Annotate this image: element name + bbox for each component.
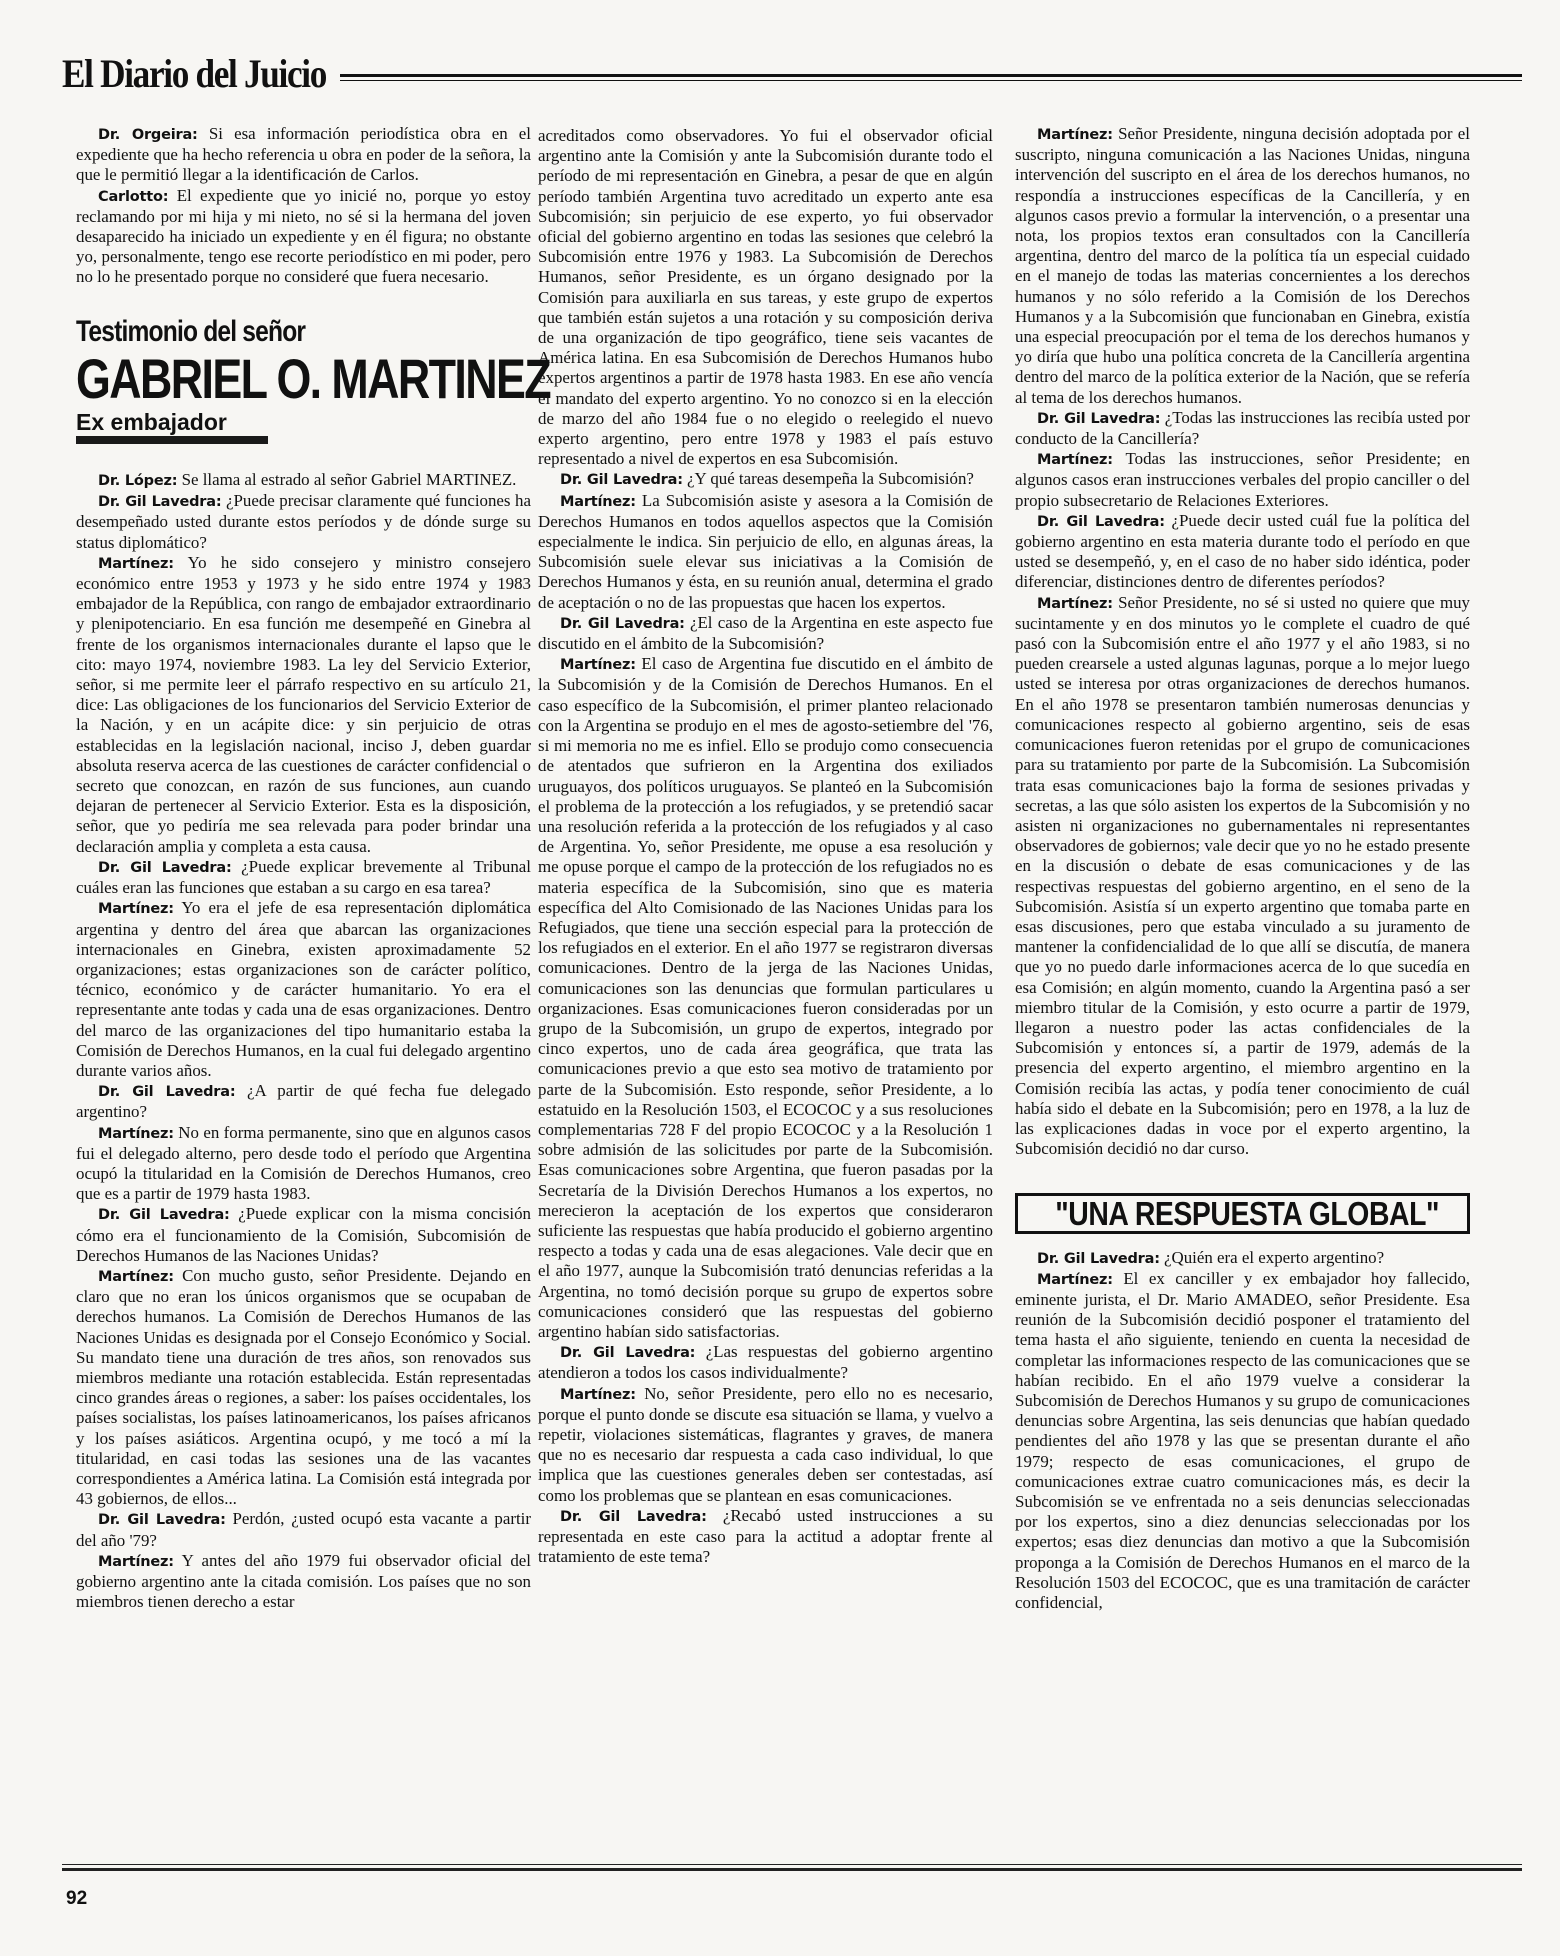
paragraph bbox=[76, 857, 531, 898]
paragraph bbox=[538, 1342, 993, 1383]
masthead-rule bbox=[340, 74, 1522, 77]
section-heading: "UNA RESPUESTA GLOBAL" bbox=[1055, 1195, 1440, 1233]
paragraph-text: ¿Todas las instrucciones las recibía usted por conducto de la Cancillería? bbox=[1015, 407, 1470, 449]
speaker-label: Dr. Gil Lavedra: bbox=[98, 1512, 226, 1529]
paragraph bbox=[76, 1551, 531, 1613]
paragraph bbox=[538, 1384, 993, 1506]
paragraph-text: No en forma permanente, sino que en algunos casos fui el delegado alterno, pero desde todo el período que Argentina ocupó la titularidad en la Comisión de Derechos Humanos, creo que es a partir de 1979 hasta 1983. bbox=[76, 1122, 531, 1204]
speaker-label: Dr. Gil Lavedra: bbox=[560, 1345, 696, 1362]
paragraph-text: ¿Recabó usted instrucciones a su representada en este caso para la actitud a adoptar frente al tratamiento de este tema? bbox=[538, 1505, 993, 1567]
speaker-label: Dr. Gil Lavedra: bbox=[98, 1207, 230, 1224]
testimony-heading: Testimonio del señor bbox=[76, 314, 306, 348]
paragraph-text: No, señor Presidente, pero ello no es necesario, porque el punto donde se discute esa situación se llama, y vuelvo a repetir, violaciones sistemáticas, flagrantes y graves, de manera que no es necesario dar respuesta a cada caso individual, lo que implica que las cuestiones generales deben ser contestadas, así como los problemas que se plantean en esas comunicaciones. bbox=[538, 1383, 993, 1505]
speaker-label: Martínez: bbox=[560, 657, 636, 674]
paragraph-text: El caso de Argentina fue discutido en el ámbito de la Subcomisión y de la Comisión de Derechos Humanos. En el caso específico de la Subcomisión, el primer planteo relacionado con la Argentina se produjo en el mes de agosto-setiembre del '76, si mi memoria no me es infiel. Ello se produjo como consecuencia de atentados que sufrieron en la Argentina dos exiliados uruguayos, dos políticos uruguayos. Se planteó en la Subcomisión el problema de la protección a los refugiados, y se pretendió sacar una resolución referida a la protección de los refugiados y al caso de Argentina. Yo, señor Presidente, me opuse a esa resolución y me opuse porque el campo de la protección de los refugiados no es materia específica de la Subcomisión, sino que es materia específica del Alto Comisionado de las Naciones Unidas para los Refugiados, que tiene una sección especial para la protección de los refugiados en el exterior. En el año 1977 se registraron diversas comunicaciones. Dentro de la jerga de las Naciones Unidas, comunicaciones son las denuncias que formulan particulares u organizaciones. Esas comunicaciones fueron consideradas por un grupo de la Subcomisión, un grupo de expertos, integrado por cinco expertos, uno de cada área geográfica, que trata las comunicaciones previo a que esto sea motivo de tratamiento por parte de la Subcomisión. Esto responde, señor Presidente, a lo estatuido en la Resolución 1503, el ECOCOC y a sus resoluciones complementarias 728 F del propio ECOCOC y a la Resolución 1 sobre admisión de las solicitudes por parte de la Subcomisión. Esas comunicaciones sobre Argentina, que fueron pasadas por la Secretaría de la División Derechos Humanos a los expertos, no merecieron la aceptación de los expertos que consideraron suficiente las respuestas que había producido el gobierno argentino respecto a todas y cada una de esas alegaciones. Vale decir que en el año 1977, aunque la Subcomisión trató denuncias referidas a la Argentina, no tomó decisión porque su grupo de expertos sobre comunicaciones consideró que las respuestas del gobierno argentino habían sido satisfactorias. bbox=[538, 654, 993, 1341]
paragraph bbox=[76, 124, 531, 186]
column-1 bbox=[76, 124, 551, 1612]
footer-rule-thick bbox=[62, 1868, 1522, 1871]
paragraph-text: Señor Presidente, ninguna decisión adoptada por el suscripto, ninguna comunicación a las Naciones Unidas, ninguna intervención del suscripto en el área de los derechos humanos, no respondía a instrucciones específicas de la Cancillería, y en algunos casos previo a formular la intervención, o a presentar una nota, los propios textos eran consultados con la Cancillería argentina, dentro del marco de la política tía un especial cuidado en el manejo de todas las materias concernientes a los derechos humanos y no sólo referido a la Comisión de los Derechos Humanos y a la Subcomisión que funcionaban en Ginebra, existía una especial preocupación por el tema de los derechos humanos y yo diría que hubo una política concreta de la Cancillería argentina dentro del marco de la política exterior de la Nación, que se refería al tema de los derechos humanos. bbox=[1015, 124, 1470, 407]
paragraph bbox=[1015, 1269, 1470, 1613]
paragraph bbox=[1015, 511, 1470, 593]
column-2 bbox=[538, 126, 993, 1567]
paragraph bbox=[538, 1506, 993, 1568]
speaker-label: Dr. Gil Lavedra: bbox=[560, 615, 685, 632]
paragraph bbox=[538, 469, 993, 490]
paragraph-text: ¿Y qué tareas desempeña la Subcomisión? bbox=[687, 469, 974, 489]
speaker-label: Martínez: bbox=[1037, 452, 1113, 469]
paragraph bbox=[1015, 449, 1470, 511]
speaker-label: Dr. Gil Lavedra: bbox=[1037, 513, 1165, 530]
paragraph bbox=[538, 613, 993, 654]
speaker-label: Martínez: bbox=[98, 1268, 174, 1285]
paragraph bbox=[1015, 1248, 1470, 1269]
witness-name: GABRIEL O. MARTINEZ bbox=[76, 346, 551, 410]
paragraph bbox=[1015, 124, 1470, 408]
speaker-label: Martínez: bbox=[1037, 1271, 1113, 1288]
masthead-rule-thin bbox=[340, 80, 1522, 81]
paragraph-text: ¿Puede explicar brevemente al Tribunal cuáles eran las funciones que estaban a su cargo en esa tarea? bbox=[76, 856, 531, 898]
paragraph bbox=[1015, 408, 1470, 449]
speaker-label: Dr. Gil Lavedra: bbox=[560, 472, 683, 489]
paragraph-text: El expediente que yo inicié no, porque yo estoy reclamando por mi hija y mi nieto, no sé si la hermana del joven desaparecido ha iniciado un expediente y en él figura; no obstante yo, personalmente, tengo ese recorte periodístico en mi poder, pero no lo he presentado porque no consideré que fuera necesario. bbox=[76, 185, 531, 287]
witness-role: Ex embajador bbox=[76, 408, 227, 435]
paragraph-text: ¿Las respuestas del gobierno argentino atendieron a todos los casos individualmente? bbox=[538, 1342, 993, 1383]
speaker-label: Dr. Gil Lavedra: bbox=[1037, 1250, 1160, 1267]
speaker-label: Martínez: bbox=[98, 1125, 174, 1142]
paragraph bbox=[76, 491, 531, 553]
paragraph-text: acreditados como observadores. Yo fui el observador oficial argentino ante la Comisión y ante la Subcomisión durante todo el período de mi representación en Ginebra, a pesar de que en algún período también Argentina tuvo acreditado un experto ante esa Subcomisión; sin perjuicio de ese experto, yo fui observador oficial del gobierno argentino en todas las sesiones que celebró la Subcomisión entre 1976 y 1983. La Subcomisión de Derechos Humanos, señor Presidente, es un órgano designado por la Comisión para auxiliarla en sus tareas, y este grupo de expertos que también están sujetos a una rotación y su composición deriva de una organización de tipo geográfico, tiene seis vacantes de América latina. En esa Subcomisión de Derechos Humanos hubo expertos argentinos a partir de 1978 hasta 1983. En ese año vencía el mandato del experto argentino. Yo no conozco si en la elección de marzo del año 1984 fue o no elegido o reelegido el nuevo experto argentino, pero entre 1978 y 1983 el país estuvo representado a nivel de expertos en esa Subcomisión. bbox=[538, 126, 993, 469]
paragraph-text: ¿Puede explicar con la misma concisión cómo era el funcionamiento de la Comisión, Subcomisión de Derechos Humanos de las Naciones Unidas? bbox=[76, 1204, 531, 1265]
speaker-label: Martínez: bbox=[560, 493, 636, 510]
speaker-label: Martínez: bbox=[98, 1553, 174, 1570]
paragraph-text: ¿Puede decir usted cuál fue la política del gobierno argentino en esta materia durante todo el período en que usted se desempeñó, y, en el caso de no haber sido idéntica, poder diferenciar, distinciones dentro de diferentes períodos? bbox=[1015, 510, 1470, 592]
paragraph-text: Con mucho gusto, señor Presidente. Dejando en claro que no eran los únicos organismos que se ocupaban de derechos humanos. La Comisión de Derechos Humanos de las Naciones Unidas es designada por el Consejo Económico y Social. Su mandato tiene una duración de tres años, son renovados sus miembros mediante una rotación establecida. Están representadas cinco grandes áreas o regiones, a saber: los países occidentales, los países socialistas, los países latinoamericanos, los países africanos y los países asiáticos. Argentina ocupó, y me tocó a mí la titularidad, en casi todas las sesiones una de las vacantes correspondientes a América latina. La Comisión está integrada por 43 gobiernos, de ellos... bbox=[76, 1265, 531, 1509]
speaker-label: Martínez: bbox=[98, 555, 174, 572]
paragraph bbox=[538, 654, 993, 1342]
paragraph-text: Y antes del año 1979 fui observador oficial del gobierno argentino ante la citada comisión. Los países que no son miembros tienen derecho a estar bbox=[76, 1550, 531, 1612]
paragraph-text: ¿A partir de qué fecha fue delegado argentino? bbox=[76, 1081, 531, 1122]
paragraph-text: ¿El caso de la Argentina en este aspecto fue discutido en el ámbito de la Subcomisión? bbox=[538, 612, 993, 654]
paragraph bbox=[1015, 593, 1470, 1160]
speaker-label: Dr. Gil Lavedra: bbox=[98, 1084, 236, 1101]
paragraph-text: ¿Quién era el experto argentino? bbox=[1164, 1247, 1385, 1267]
page-number: 92 bbox=[66, 1888, 88, 1909]
paragraph-text: Perdón, ¿usted ocupó esta vacante a partir del año '79? bbox=[76, 1509, 531, 1550]
speaker-label: Martínez: bbox=[1037, 127, 1113, 143]
speaker-label: Dr. Gil Lavedra: bbox=[98, 494, 222, 511]
speaker-label: Dr. Gil Lavedra: bbox=[560, 1508, 707, 1525]
paragraph bbox=[76, 1266, 531, 1509]
paragraph bbox=[76, 1081, 531, 1122]
paragraph-text: Yo era el jefe de esa representación diplomática argentina y dentro del área que abarcan las organizaciones internacionales en Ginebra, existen aproximadamente 52 organizaciones; estas organizaciones son de carácter político, técnico, económico y de carácter humanitario. Yo era el representante ante todas y cada una de esas organizaciones. Dentro del marco de las organizaciones del tipo humanitario estaba la Comisión de Derechos Humanos, en la cual fui delegado argentino durante varios años. bbox=[76, 898, 531, 1080]
paragraph-text: Señor Presidente, no sé si usted no quiere que muy sucintamente y en dos minutos yo le complete el cuadro de qué pasó con la Subcomisión entre el año 1977 y el año 1983, si no pueden crearsele a usted algunas lagunas, porque a lo mejor luego usted se interesa por otras organizaciones de derechos humanos. En el año 1978 se presentaron también numerosas denuncias y comunicaciones respecto al gobierno argentino, seis de esas comunicaciones fueron retenidas por el grupo de comunicaciones para su tratamiento por parte de la Subcomisión. La Subcomisión trata esas comunicaciones bajo la forma de sesiones privadas y secretas, a las que sólo asisten los expertos de la Subcomisión y no asisten ni organizaciones no gubernamentales ni representantes observadores de gobiernos; vale decir que yo no he estado presente en la discusión o debate de esas comunicaciones y de las respectivas respuestas del gobierno argentino, en el seno de la Subcomisión. Asistía sí un experto argentino que tomaba parte en esas discusiones, pero que estaba vinculado a su juramento de mantener la confidencialidad de lo que allí se discutía, de manera que yo no puedo darle informaciones acerca de lo que sucedía en esa Comisión; en algún momento, cuando la Argentina pasó a ser miembro titular de la Comisión, y esto ocurre a partir de 1979, llegaron a nuestro poder las actas confidenciales de la Subcomisión y entonces sí, a partir de 1979, además de la presencia del experto argentino, el miembro argentino en la Comisión recibía las actas, y podía tener conocimiento de cuál había sido el debate en la Subcomisión; pero en 1978, a la luz de las explicaciones dadas in voce por el experto argentino, la Subcomisión decidió no dar curso. bbox=[1015, 592, 1470, 1159]
speaker-label: Dr. López: bbox=[98, 473, 178, 490]
paragraph-text: Yo he sido consejero y ministro consejero económico entre 1953 y 1973 y he sido entre 1974 y 1983 embajador de la República, con rango de embajador extraordinario y plenipotenciario. En esa función me desempeñé en Ginebra al frente de los organismos internacionales durante el lapso que le cito: mayo 1974, noviembre 1983. La ley del Servicio Exterior, señor, si me permite leer el párrafo respectivo en su artículo 21, dice: Las obligaciones de los funcionarios del Servicio Exterior de la Nación, y en un acápite dice: y sin perjuicio de otras establecidas en la legislación nacional, inciso J, deben guardar absoluta reserva acerca de las cuestiones de carácter confidencial o secreto que conozcan, en razón de sus funciones, aun cuando dejaran de pertenecer al Servicio Exterior. Esta es la disposición, señor, que yo pediría me sea relevada para poder brindar una declaración amplia y completa a esta causa. bbox=[76, 552, 531, 856]
paragraph bbox=[76, 1204, 531, 1266]
paragraph-text: Si esa información periodística obra en el expediente que ha hecho referencia u obra en poder de la señora, la que le permitió llegar a la identificación de Carlos. bbox=[76, 124, 531, 185]
speaker-label: Dr. Gil Lavedra: bbox=[98, 859, 232, 876]
speaker-label: Martínez: bbox=[560, 1386, 636, 1403]
paragraph-text: El ex canciller y ex embajador hoy fallecido, eminente jurista, el Dr. Mario AMADEO, señor Presidente. Esa reunión de la Subcomisión decidió posponer el tratamiento del tema hasta el año siguiente, teniendo en cuenta la necesidad de completar las informaciones respecto de las comunicaciones que se habían recibido. En el año 1979 vuelve a considerar la Subcomisión de Derechos Humanos y su grupo de comunicaciones denuncias sobre Argentina, las seis denuncias que habían quedado pendientes del año 1978 y las que se presentan durante el año 1979; respecto de esas comunicaciones, el grupo de comunicaciones extrae cuatro comunicaciones más, es decir la Subcomisión se ve enfrentada no a seis denuncias seleccionadas por los expertos, sino a diez denuncias seleccionadas por los expertos; esas diez denuncias dan motivo a que la Subcomisión proponga a la Comisión de Derechos Humanos en el marco de la Resolución 1503 del ECOCOC, que es una tramitación de carácter confidencial, bbox=[1015, 1268, 1470, 1613]
paragraph-text: Se llama al estrado al señor Gabriel MARTINEZ. bbox=[181, 470, 517, 490]
footer-rule bbox=[62, 1864, 1522, 1865]
masthead-title: El Diario del Juicio bbox=[62, 51, 326, 96]
paragraph-text: Todas las instrucciones, señor Presidente; en algunos casos eran instrucciones verbales del propio canciller o del propio subsecretario de Relaciones Exteriores. bbox=[1015, 449, 1470, 510]
speaker-label: Dr. Gil Lavedra: bbox=[1037, 410, 1161, 427]
paragraph bbox=[76, 1509, 531, 1550]
speaker-label: Martínez: bbox=[98, 901, 174, 918]
paragraph-text: La Subcomisión asiste y asesora a la Comisión de Derechos Humanos en todos aquellos aspectos que la Comisión especialmente le indica. Sin perjuicio de ello, en algunas áreas, la Subcomisión suele elevar sus iniciativas a la Comisión de Derechos Humanos y ésta, en su reunión anual, determina el grado de aceptación o no de las propuestas que hacen los expertos. bbox=[538, 490, 993, 612]
paragraph bbox=[76, 553, 531, 857]
speaker-label: Carlotto: bbox=[98, 188, 169, 205]
paragraph bbox=[76, 1123, 531, 1205]
masthead bbox=[62, 50, 1522, 110]
role-underline-bar bbox=[76, 436, 268, 444]
speaker-label: Martínez: bbox=[1037, 595, 1113, 612]
paragraph bbox=[76, 898, 531, 1081]
section-heading-box bbox=[1015, 1193, 1470, 1233]
paragraph-text: ¿Puede precisar claramente qué funciones ha desempeñado usted durante estos períodos y de dónde surge su status diplomático? bbox=[76, 491, 531, 552]
paragraph bbox=[76, 470, 531, 491]
paragraph bbox=[538, 126, 993, 469]
paragraph bbox=[538, 491, 993, 613]
speaker-label: Dr. Orgeira: bbox=[98, 127, 198, 143]
paragraph bbox=[76, 186, 531, 288]
column-3 bbox=[1015, 124, 1470, 1613]
